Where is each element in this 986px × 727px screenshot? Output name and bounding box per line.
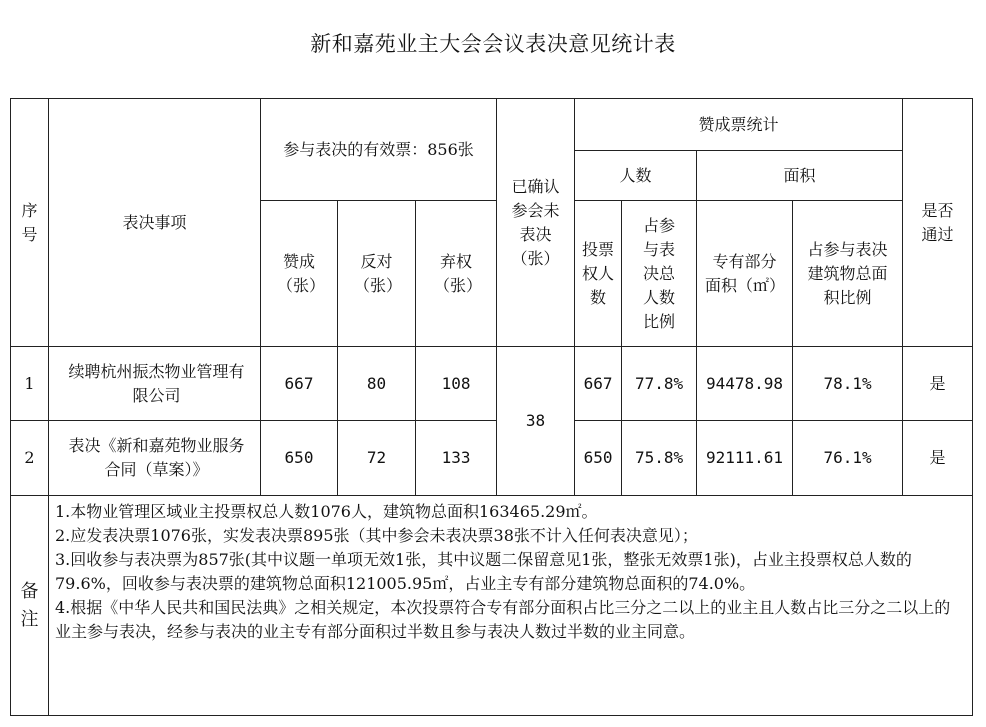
document-title: 新和嘉苑业主大会会议表决意见统计表	[310, 32, 676, 56]
row-passed: 是	[903, 347, 973, 421]
vote-statistics-table	[10, 98, 973, 716]
row-area-ratio: 78.1%	[793, 347, 903, 421]
row-private-area: 94478.98	[697, 347, 793, 421]
header-oppose: 反对（张）	[338, 201, 416, 347]
header-valid-votes: 参与表决的有效票：856张	[261, 99, 497, 201]
row-approve: 667	[261, 347, 338, 421]
row-oppose: 72	[338, 421, 416, 496]
notes-cell	[49, 496, 973, 716]
row-voters: 667	[575, 347, 622, 421]
row-oppose: 80	[338, 347, 416, 421]
header-seq: 序号	[11, 99, 49, 347]
header-headcount: 人数	[575, 151, 697, 201]
table-row	[11, 347, 973, 421]
header-abstain: 弃权（张）	[416, 201, 497, 347]
note-line: 4.根据《中华人民共和国民法典》之相关规定，本次投票符合专有部分面积占比三分之二以上的业主且人数占比三分之二以上的业主参与表决，经参与表决的业主专有部分面积过半数且参与表决人数过半数的业主同意。	[55, 598, 951, 641]
row-passed: 是	[903, 421, 973, 496]
note-line: 1.本物业管理区域业主投票权总人数1076人，建筑物总面积163465.29㎡。	[55, 502, 598, 521]
row-private-area: 92111.61	[697, 421, 793, 496]
note-line: 3.回收参与表决票为857张(其中议题一单项无效1张，其中议题二保留意见1张，整张无效票1张)，占业主投票权总人数的79.6%，回收参与表决票的建筑物总面积121005.95㎡，占业主专有部分建筑物总面积的74.0%。	[55, 550, 912, 593]
header-voters: 投票权人数	[575, 201, 622, 347]
row-voters-ratio: 75.8%	[622, 421, 697, 496]
row-approve: 650	[261, 421, 338, 496]
header-area: 面积	[697, 151, 903, 201]
note-line: 2.应发表决票1076张，实发表决票895张（其中参会未表决票38张不计入任何表决意见）；	[55, 526, 698, 545]
header-area-ratio: 占参与表决建筑物总面积比例	[793, 201, 903, 347]
row-abstain: 133	[416, 421, 497, 496]
header-approve-stats: 赞成票统计	[575, 99, 903, 151]
header-matter: 表决事项	[49, 99, 261, 347]
confirmed-absent-value: 38	[497, 347, 575, 496]
row-seq: 2	[11, 421, 49, 496]
notes-label: 备注	[11, 496, 49, 716]
row-area-ratio: 76.1%	[793, 421, 903, 496]
row-abstain: 108	[416, 347, 497, 421]
row-voters-ratio: 77.8%	[622, 347, 697, 421]
row-seq: 1	[11, 347, 49, 421]
row-matter: 续聘杭州振杰物业管理有限公司	[49, 347, 261, 421]
header-private-area: 专有部分面积（㎡）	[697, 201, 793, 347]
row-matter: 表决《新和嘉苑物业服务合同（草案）》	[49, 421, 261, 496]
table-row	[11, 421, 973, 496]
header-confirmed-absent: 已确认参会未表决（张）	[497, 99, 575, 347]
header-passed: 是否通过	[903, 99, 973, 347]
header-approve: 赞成（张）	[261, 201, 338, 347]
header-voters-ratio: 占参与表决总人数比例	[622, 201, 697, 347]
row-voters: 650	[575, 421, 622, 496]
